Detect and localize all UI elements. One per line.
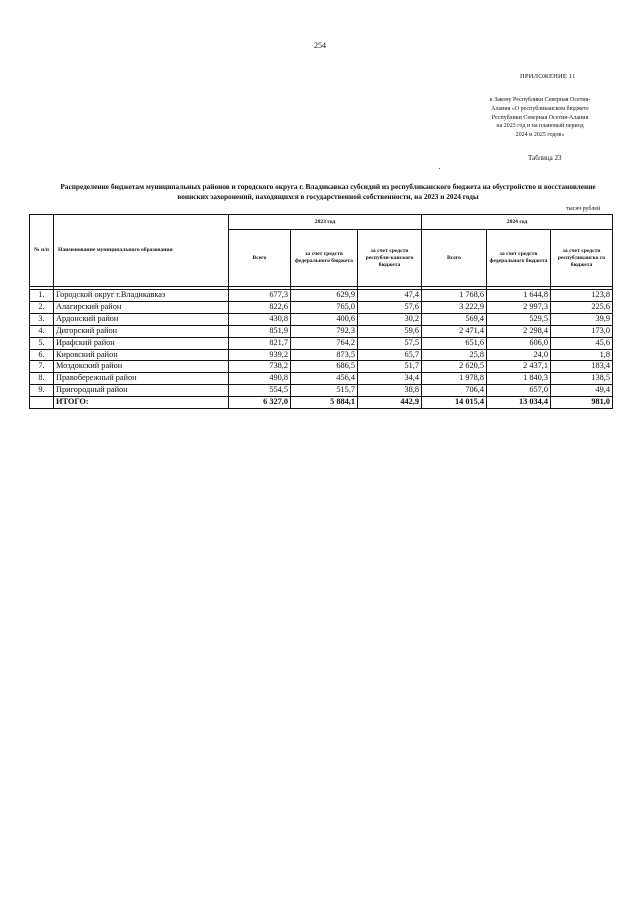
table-row (30, 301, 613, 313)
municipality-name: Правобережный район (54, 373, 229, 385)
total-label: ИТОГО: (54, 397, 229, 409)
municipality-name: Пригородный район (54, 385, 229, 397)
total-row (30, 397, 613, 409)
row-number: 4. (30, 325, 54, 337)
subsidy-table (29, 214, 613, 409)
cell-total-2024: 651,6 (422, 337, 487, 349)
table-row (30, 385, 613, 397)
row-number: 3. (30, 313, 54, 325)
header-row-years (30, 215, 613, 230)
municipality-name: Дигорский район (54, 325, 229, 337)
table-body (30, 290, 613, 409)
cell-republic-2024: 225,6 (551, 301, 613, 313)
document-title: Распределение бюджетам муниципальных районов и городского округа г. Владикавказ субсидий из республиканского бюджета на обустройство и восстановление воинских захоронений, находящихся в государственной собственности, на 2023 и 2024 годы (60, 182, 596, 202)
header-republic-2023: за счет средств республи-канского бюджета (358, 230, 422, 287)
row-number: 7. (30, 361, 54, 373)
municipality-name: Городской округ г.Владикавказ (54, 290, 229, 302)
header-name: Наименование муниципального образования (54, 215, 229, 287)
cell-federal-2023: 765,0 (291, 301, 358, 313)
table-row (30, 337, 613, 349)
header-federal-2024: за счет средств федерального бюджета (487, 230, 551, 287)
page-number: 254 (314, 41, 326, 50)
cell-federal-2023: 873,5 (291, 349, 358, 361)
cell-total-2024: 1 768,6 (422, 290, 487, 302)
appendix-ref-line: Республики Северная Осетия-Алания (491, 114, 589, 121)
cell-republic-2023: 57,5 (358, 337, 422, 349)
scan-speck (439, 168, 440, 169)
cell-total-2023: 821,7 (229, 337, 291, 349)
cell-federal-2023: 400,6 (291, 313, 358, 325)
cell-federal-2024: 1 644,8 (487, 290, 551, 302)
table-row (30, 290, 613, 302)
cell-republic-2024: 183,4 (551, 361, 613, 373)
cell-federal-2024: 657,0 (487, 385, 551, 397)
total-republic-2023: 442,9 (358, 397, 422, 409)
header-year-2024: 2024 год (422, 215, 613, 230)
cell-total-2024: 1 978,8 (422, 373, 487, 385)
cell-republic-2023: 59,6 (358, 325, 422, 337)
table-row (30, 325, 613, 337)
cell-republic-2024: 39,9 (551, 313, 613, 325)
total-total-2023: 6 327,0 (229, 397, 291, 409)
appendix-ref-line: Алания «О республиканском бюджете (491, 105, 589, 112)
cell-total-2024: 3 222,9 (422, 301, 487, 313)
cell-republic-2023: 47,4 (358, 290, 422, 302)
cell-total-2023: 430,8 (229, 313, 291, 325)
cell-republic-2023: 30,2 (358, 313, 422, 325)
cell-total-2024: 569,4 (422, 313, 487, 325)
table-row (30, 373, 613, 385)
cell-federal-2023: 456,4 (291, 373, 358, 385)
table-row (30, 349, 613, 361)
cell-republic-2024: 49,4 (551, 385, 613, 397)
header-federal-2023: за счет средств федерального бюджета (291, 230, 358, 287)
appendix-reference (470, 96, 610, 140)
header-republic-2024: за счет средств республиканско го бюджета (551, 230, 613, 287)
municipality-name: Ирафский район (54, 337, 229, 349)
cell-republic-2023: 38,8 (358, 385, 422, 397)
cell-total-2023: 822,6 (229, 301, 291, 313)
cell-federal-2023: 792,3 (291, 325, 358, 337)
row-number: 5. (30, 337, 54, 349)
appendix-ref-line: на 2023 год и на плановый период (496, 123, 584, 130)
total-total-2024: 14 015,4 (422, 397, 487, 409)
cell-total-2023: 851,9 (229, 325, 291, 337)
cell-federal-2024: 2 437,1 (487, 361, 551, 373)
cell-federal-2024: 1 840,3 (487, 373, 551, 385)
cell-total-2024: 2 620,5 (422, 361, 487, 373)
cell-republic-2023: 51,7 (358, 361, 422, 373)
cell-federal-2024: 2 997,3 (487, 301, 551, 313)
cell-federal-2024: 529,5 (487, 313, 551, 325)
appendix-ref-line: к Закону Республики Северная Осетия- (489, 97, 591, 103)
cell-total-2024: 2 471,4 (422, 325, 487, 337)
cell-republic-2024: 123,8 (551, 290, 613, 302)
total-row-num (30, 397, 54, 409)
cell-republic-2024: 45,6 (551, 337, 613, 349)
cell-republic-2024: 138,5 (551, 373, 613, 385)
cell-republic-2023: 65,7 (358, 349, 422, 361)
table-row (30, 361, 613, 373)
total-republic-2024: 981,0 (551, 397, 613, 409)
cell-republic-2023: 34,4 (358, 373, 422, 385)
cell-federal-2024: 24,0 (487, 349, 551, 361)
municipality-name: Кировский район (54, 349, 229, 361)
cell-total-2024: 25,8 (422, 349, 487, 361)
table-row (30, 313, 613, 325)
cell-republic-2023: 57,6 (358, 301, 422, 313)
appendix-title: ПРИЛОЖЕНИЕ 11 (520, 73, 576, 80)
row-number: 2. (30, 301, 54, 313)
row-number: 9. (30, 385, 54, 397)
cell-republic-2024: 1,8 (551, 349, 613, 361)
header-year-2023: 2023 год (229, 215, 422, 230)
municipality-name: Моздокский район (54, 361, 229, 373)
total-federal-2024: 13 034,4 (487, 397, 551, 409)
cell-federal-2023: 764,2 (291, 337, 358, 349)
cell-federal-2023: 515,7 (291, 385, 358, 397)
header-total-2023: Всего (229, 230, 291, 287)
row-number: 6. (30, 349, 54, 361)
row-number: 8. (30, 373, 54, 385)
cell-republic-2024: 173,0 (551, 325, 613, 337)
cell-federal-2024: 2 298,4 (487, 325, 551, 337)
total-federal-2023: 5 884,1 (291, 397, 358, 409)
header-num: № п/п (30, 215, 54, 287)
cell-total-2023: 677,3 (229, 290, 291, 302)
cell-total-2023: 738,2 (229, 361, 291, 373)
municipality-name: Алагирский район (54, 301, 229, 313)
cell-federal-2023: 686,5 (291, 361, 358, 373)
table-number: Таблица 23 (528, 154, 562, 162)
cell-total-2023: 554,5 (229, 385, 291, 397)
header-total-2024: Всего (422, 230, 487, 287)
cell-total-2023: 939,2 (229, 349, 291, 361)
units-label: тысяч рублей (566, 206, 601, 212)
cell-federal-2023: 629,9 (291, 290, 358, 302)
appendix-ref-line: 2024 и 2025 годов» (515, 132, 565, 139)
cell-federal-2024: 606,0 (487, 337, 551, 349)
row-number: 1. (30, 290, 54, 302)
cell-total-2024: 706,4 (422, 385, 487, 397)
municipality-name: Ардонский район (54, 313, 229, 325)
cell-total-2023: 490,8 (229, 373, 291, 385)
